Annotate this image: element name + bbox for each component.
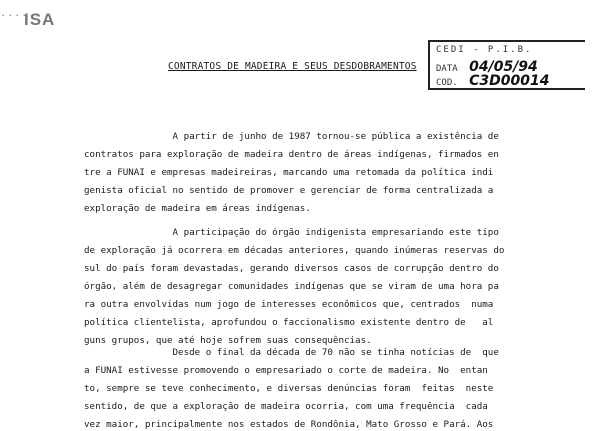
paragraph-1-line: tre a FUNAI e empresas madeireiras, marcando uma retomada da política indi: [84, 167, 494, 178]
paragraph-1-line: exploração de madeira em áreas indígenas.: [84, 203, 311, 214]
paragraph-2-line: ra outra envolvidas num jogo de interesses econômicos que, centrados numa: [84, 299, 494, 310]
paragraph-2-line: órgão, além de desagregar comunidades indígenas que se viram de uma hora pa: [84, 281, 499, 292]
stamp-date-label: DATA: [436, 64, 458, 74]
stamp-code-label: COD.: [436, 78, 458, 88]
paragraph-1-line: A partir de junho de 1987 tornou-se pública a existência de: [84, 131, 499, 142]
stamp-header: CEDI - P.I.B.: [436, 45, 533, 55]
paragraph-3-line: vez maior, principalmente nos estados de Rondônia, Mato Grosso e Pará. Aos: [84, 419, 494, 430]
paragraph-3-line: Desde o final da década de 70 não se tinha notícias de que: [84, 347, 499, 358]
paragraph-2-line: política clientelista, aprofundou o faccionalismo existente dentro de al: [84, 317, 494, 328]
paragraph-3-line: to, sempre se teve conhecimento, e diversas denúncias foram feitas neste: [84, 383, 494, 394]
paragraph-2-line: guns grupos, que até hoje sofrem suas consequências.: [84, 335, 372, 346]
paragraph-2-line: de exploração já ocorrera em décadas anteriores, quando inúmeras reservas do: [84, 245, 505, 256]
paragraph-3-line: sentido, de que a exploração de madeira ocorria, com uma frequência cada: [84, 401, 488, 412]
logo-dots: . . . .: [2, 8, 27, 18]
document-title: CONTRATOS DE MADEIRA E SEUS DESDOBRAMENTOS: [168, 61, 417, 72]
stamp-date-value: 04/05/94: [469, 59, 538, 75]
paragraph-1-line: genista oficial no sentido de promover e gerenciar de forma centralizada a: [84, 185, 494, 196]
paragraph-3-line: a FUNAI estivesse promovendo o empresariado o corte de madeira. No entan: [84, 365, 488, 376]
stamp-code-value: C3D00014: [469, 73, 550, 89]
logo-text: ISA: [24, 10, 56, 29]
paragraph-2-line: A participação do órgão indigenista empresariando este tipo: [84, 227, 499, 238]
paragraph-1-line: contratos para exploração de madeira dentro de áreas indígenas, firmados en: [84, 149, 499, 160]
paragraph-2-line: sul do país foram devastadas, gerando diversos casos de corrupção dentro do: [84, 263, 499, 274]
